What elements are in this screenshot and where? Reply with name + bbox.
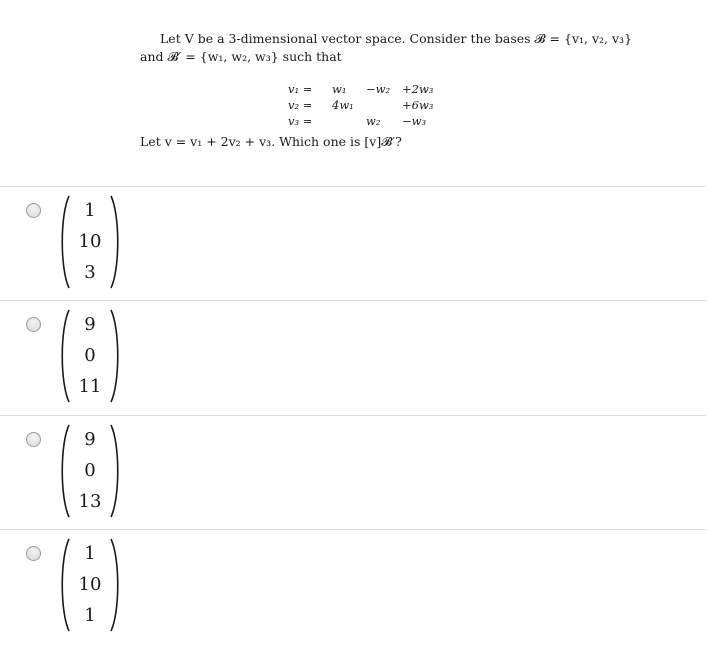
equation-term: w₂ xyxy=(366,114,381,128)
left-parenthesis-icon xyxy=(58,424,72,518)
column-vector xyxy=(58,424,122,518)
radio-button-option-2[interactable] xyxy=(26,317,41,332)
equation-lhs: v₂ = xyxy=(288,98,313,112)
vector-entry: 0 xyxy=(84,460,96,481)
question-text xyxy=(0,0,709,180)
vector-entry: 1 xyxy=(84,605,96,626)
answer-option-2[interactable] xyxy=(0,300,706,415)
left-parenthesis-icon xyxy=(58,309,72,403)
radio-button-option-3[interactable] xyxy=(26,432,41,447)
vector-entry: 1 xyxy=(84,543,96,564)
equation-term: +2w₃ xyxy=(402,82,434,96)
vector-entry: 3 xyxy=(84,262,96,283)
equation-row xyxy=(285,113,439,129)
column-vector xyxy=(58,538,122,632)
vector-entry: 10 xyxy=(78,574,102,595)
left-parenthesis-icon xyxy=(58,538,72,632)
vector-entries xyxy=(72,195,108,289)
equation-term xyxy=(363,97,399,113)
column-vector xyxy=(58,309,122,403)
equation-term: −w₃ xyxy=(402,114,427,128)
equation-term xyxy=(329,113,363,129)
vector-entry: 1 xyxy=(84,200,96,221)
equation-term: −w₂ xyxy=(366,82,391,96)
vector-entry: 13 xyxy=(78,491,102,512)
equation-lhs: v₃ = xyxy=(288,114,313,128)
vector-entries xyxy=(72,309,108,403)
equation-system xyxy=(285,81,439,129)
answer-option-3[interactable] xyxy=(0,415,706,530)
right-parenthesis-icon xyxy=(108,538,122,632)
equation-lhs: v₁ = xyxy=(288,82,313,96)
column-vector xyxy=(58,195,122,289)
vector-entries xyxy=(72,424,108,518)
vector-entry: 10 xyxy=(78,231,102,252)
answer-option-4[interactable] xyxy=(0,529,706,644)
vector-entries xyxy=(72,538,108,632)
radio-button-option-4[interactable] xyxy=(26,546,41,561)
left-parenthesis-icon xyxy=(58,195,72,289)
radio-button-option-1[interactable] xyxy=(26,203,41,218)
question-line-2: and 𝓑′ = {w₁, w₂, w₃} such that xyxy=(140,49,342,64)
question-line-1: Let V be a 3-dimensional vector space. Consider the bases 𝓑 = {v₁, v₂, v₃} xyxy=(160,31,633,46)
answer-option-1[interactable] xyxy=(0,186,706,301)
right-parenthesis-icon xyxy=(108,195,122,289)
right-parenthesis-icon xyxy=(108,424,122,518)
vector-entry: 9 xyxy=(84,429,96,450)
equation-term: +6w₃ xyxy=(402,98,434,112)
vector-entry: 9 xyxy=(84,314,96,335)
equation-row xyxy=(285,81,439,97)
question-line-3: Let v = v₁ + 2v₂ + v₃. Which one is [v]𝓑′? xyxy=(140,134,402,149)
right-parenthesis-icon xyxy=(108,309,122,403)
equation-term: w₁ xyxy=(332,82,347,96)
vector-entry: 0 xyxy=(84,345,96,366)
equation-row xyxy=(285,97,439,113)
vector-entry: 11 xyxy=(78,376,102,397)
equation-term: 4w₁ xyxy=(332,98,354,112)
